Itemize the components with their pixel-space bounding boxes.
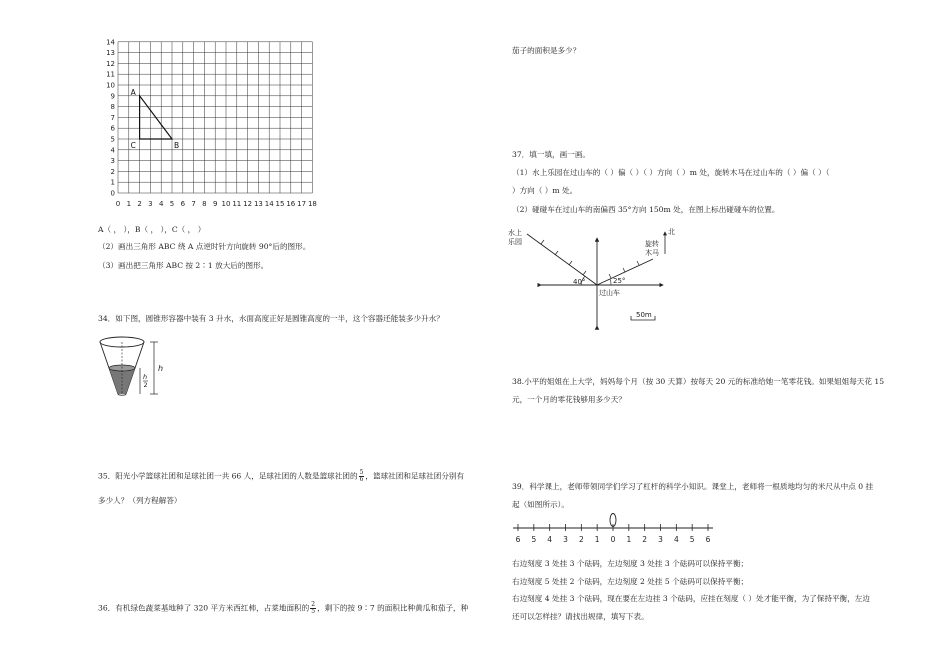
carousel-l1: 旋转 — [645, 240, 659, 248]
meter-ruler — [505, 512, 725, 552]
q33-part3: （3）画出把三角形 ABC 按 2∶1 放大后的图形。 — [98, 261, 269, 270]
water-park-l2: 乐园 — [508, 238, 522, 246]
q39-rule1: 右边刻度 3 处挂 3 个砝码，左边刻度 3 处挂 3 个砝码可以保持平衡； — [512, 559, 749, 568]
y-tick-label: 12 — [106, 59, 115, 68]
q39-rule2: 右边刻度 5 处挂 2 个砝码，左边刻度 2 处挂 5 个砝码可以保持平衡； — [512, 577, 749, 586]
center-label: 过山车 — [599, 289, 620, 297]
q35-line2: 多少人？（列方程解答） — [98, 496, 182, 505]
x-tick-label: 15 — [275, 200, 285, 208]
y-tick-label: 10 — [106, 81, 115, 90]
direction-map — [505, 222, 705, 332]
x-tick-label: 13 — [253, 200, 263, 208]
x-tick-label: 9 — [212, 200, 218, 208]
scale-label: 50m — [636, 311, 652, 319]
ruler-tick-label: 3 — [563, 535, 568, 544]
q36-text-b: ，剩下的按 9∶7 的面积比种黄瓜和茄子，种 — [317, 603, 469, 613]
y-tick-label: 3 — [110, 157, 115, 166]
q37-p1-line1: （1）水上乐园在过山车的（ ）偏（ ）（ ）方向（ ）m 处，旋转木马在过山车的（ ）偏（ ）（ — [512, 168, 830, 177]
x-tick-label: 7 — [191, 200, 196, 208]
q36-fraction: $\frac{2}{5}$ — [311, 601, 316, 615]
q36-line2: 茄子的面积是多少？ — [512, 46, 581, 55]
x-tick-label: 6 — [180, 200, 186, 208]
half-height-den: 2 — [143, 381, 148, 389]
ruler-tick-label: 4 — [673, 535, 679, 544]
ruler-tick-label: 4 — [547, 535, 553, 544]
q38-line2: 元，一个月的零花钱够用多少天？ — [512, 395, 626, 404]
ruler-tick-label: 5 — [531, 535, 537, 544]
vertex-a-label: A — [130, 87, 136, 97]
ruler-tick-label: 5 — [689, 535, 695, 544]
ray-water-park — [527, 234, 597, 285]
x-tick-label: 5 — [169, 200, 175, 208]
x-tick-label: 10 — [221, 200, 231, 208]
q39-line2: 起（如图所示）。 — [512, 500, 569, 509]
q37-p2: （2）碰碰车在过山车的南偏西 35°方向 150m 处，在图上标出碰碰车的位置。 — [512, 205, 780, 214]
q37-p1-line2: ）方向（ ）m 处。 — [512, 186, 578, 195]
q36-line1 — [98, 602, 468, 615]
y-tick-label: 4 — [110, 146, 115, 155]
x-tick-label: 11 — [232, 200, 242, 208]
ruler-tick-label: 6 — [515, 535, 521, 544]
q35-fraction: $\frac{5}{6}$ — [359, 469, 364, 483]
cone-height-label: h — [158, 364, 164, 373]
x-tick-label: 14 — [264, 200, 274, 208]
q39-rule3: 右边刻度 4 处挂 3 个砝码，现在要在左边挂 3 个砝码，应挂在刻度（ ）处才能平衡，为了保持平衡，左边 — [512, 594, 870, 603]
q37-title: 37．填一填，画一画。 — [512, 150, 591, 159]
cone-figure — [96, 334, 176, 400]
angle-right: 25° — [613, 277, 626, 285]
half-height-num: h — [143, 373, 148, 381]
y-tick-label: 1 — [110, 178, 115, 187]
y-tick-label: 8 — [110, 103, 115, 112]
x-tick-label: 12 — [243, 200, 253, 208]
y-tick-label: 0 — [110, 189, 115, 198]
y-tick-label: 11 — [106, 70, 115, 79]
y-tick-label: 2 — [110, 167, 115, 176]
vertex-b-label: B — [174, 141, 180, 150]
q39-rule4: 还可以怎样挂？请找出规律，填写下表。 — [512, 612, 649, 621]
ruler-tick-label: 0 — [610, 535, 616, 544]
q35-text-a: 35．阳光小学篮球社团和足球社团一共 66 人，足球社团的人数是篮球社团的 — [98, 471, 358, 481]
vertex-c-label: C — [130, 141, 136, 150]
q34-text: 34．如下图，圆锥形容器中装有 3 升水，水面高度正好是圆锥高度的一半，这个容器还能装多少升水？ — [98, 314, 444, 323]
y-tick-label: 7 — [110, 113, 115, 122]
x-tick-label: 1 — [126, 200, 132, 208]
x-tick-label: 16 — [286, 200, 296, 208]
y-tick-label: 6 — [110, 124, 115, 133]
coordinate-grid — [0, 0, 330, 215]
q33-part2: （2）画出三角形 ABC 绕 A 点逆时针方向旋转 90°后的图形。 — [98, 242, 311, 251]
y-tick-label: 5 — [110, 135, 115, 144]
y-tick-label: 9 — [110, 92, 115, 101]
q39-line1: 39．科学课上，老师带领同学们学习了杠杆的科学小知识。课堂上，老师将一根质地均匀的米尺从中点 0 挂 — [512, 482, 874, 491]
q33-coords: A（ ， ），B（ ， ），C（ ， ） — [98, 225, 206, 234]
q35-text-b: ，篮球社团和足球社团分别有 — [365, 471, 465, 481]
ruler-tick-label: 1 — [594, 535, 600, 544]
x-tick-label: 18 — [307, 200, 317, 208]
angle-left: 40° — [573, 278, 586, 286]
x-tick-label: 2 — [137, 200, 142, 208]
q38-line1: 38.小平的姐姐在上大学，妈妈每个月（按 30 天算）按每天 20 元的标准给她一笔零花钱。如果姐姐每天花 15 — [512, 377, 885, 386]
ruler-tick-label: 1 — [626, 535, 632, 544]
water-park-l1: 水上 — [508, 229, 522, 237]
q36-text-a: 36．有机绿色蔬菜基地种了 320 平方米西红柿，占菜地面积的 — [98, 603, 310, 613]
x-tick-label: 8 — [202, 200, 207, 208]
q35-line1 — [98, 470, 464, 483]
north-label: 北 — [668, 228, 675, 236]
x-tick-label: 4 — [158, 200, 164, 208]
ruler-tick-label: 3 — [658, 535, 663, 544]
ruler-tick-label: 6 — [705, 535, 711, 544]
ruler-tick-label: 2 — [642, 535, 648, 544]
ruler-tick-label: 2 — [578, 535, 584, 544]
y-tick-label: 13 — [106, 49, 115, 58]
x-tick-label: 17 — [297, 200, 307, 208]
y-tick-label: 14 — [106, 38, 115, 47]
x-tick-label: 0 — [115, 200, 121, 208]
x-tick-label: 3 — [148, 200, 153, 208]
carousel-l2: 木马 — [645, 249, 659, 257]
